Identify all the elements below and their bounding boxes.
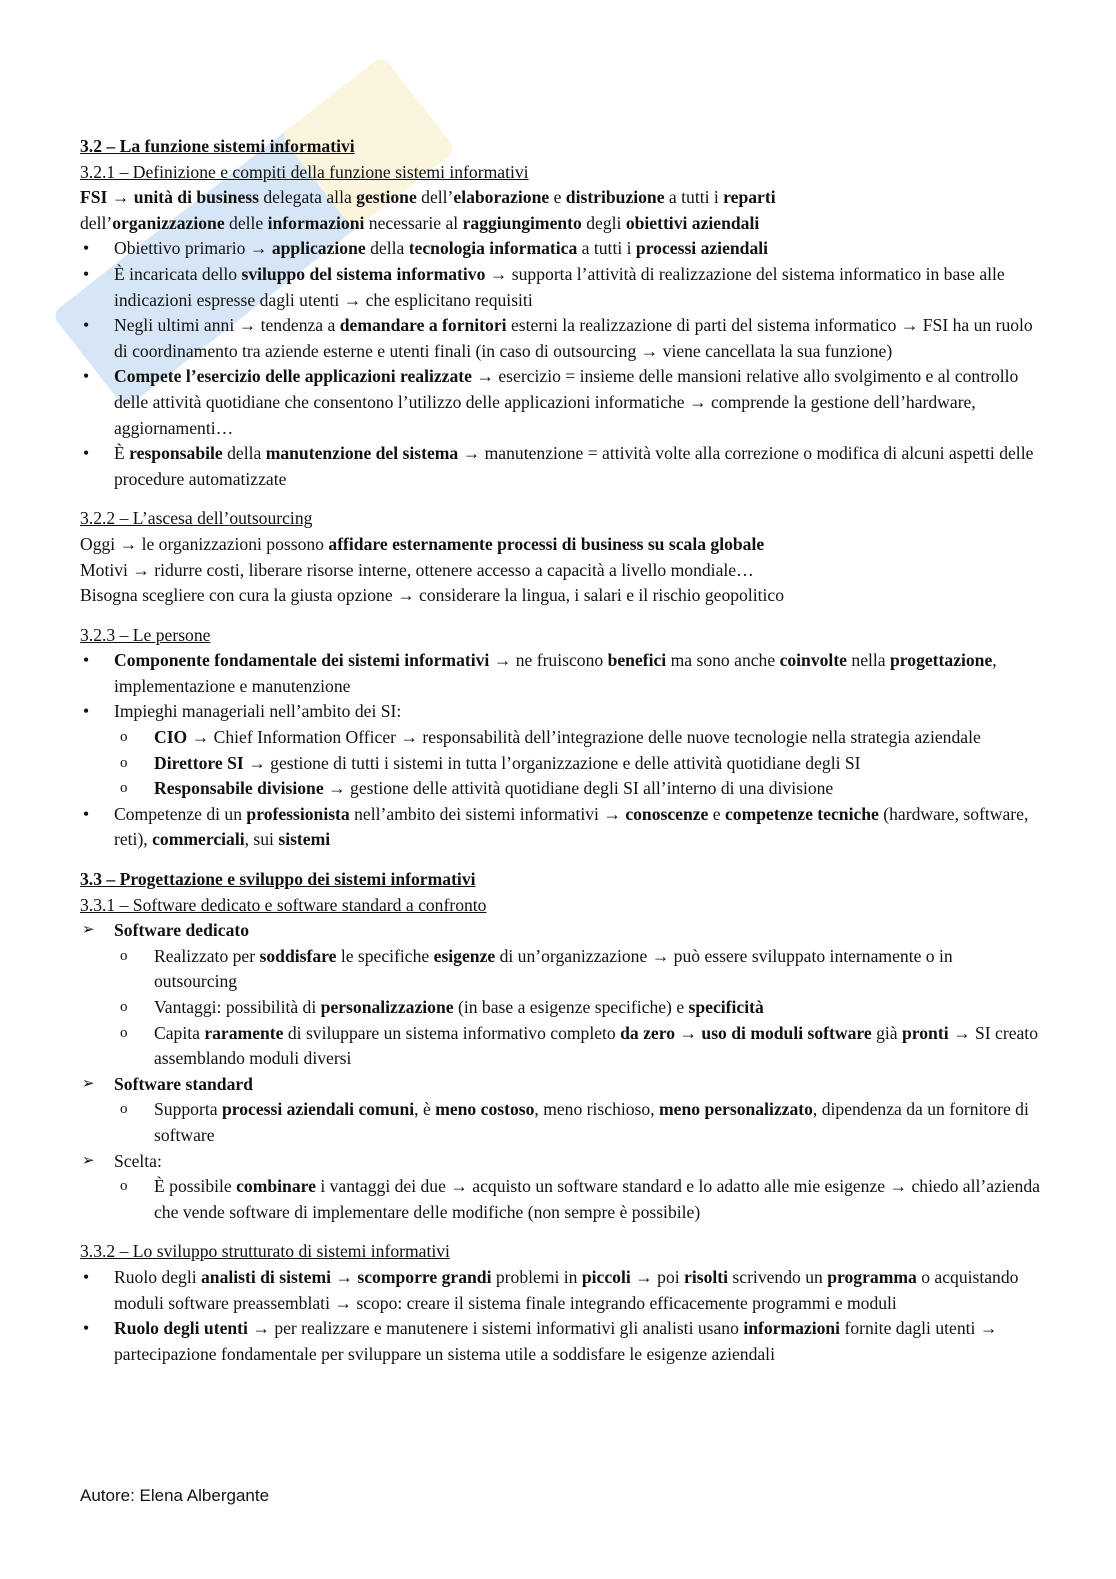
footer-author: Autore: Elena Albergante bbox=[80, 1486, 270, 1505]
arrow-bullet-icon: ➢ bbox=[82, 1152, 95, 1169]
list-item: • Impieghi manageriali nell’ambito dei SI: o CIO → Chief Information Officer → responsabilità dell’integrazione delle nuove tecnologie nella strategia aziendale o Direttore SI → gestione di tutti i sistemi in tutta l’organizzazione e delle attività quotidiane degli SI o Responsabile divisione → gestione delle attività quotidiane degli SI all’interno di una divisione bbox=[80, 699, 1040, 801]
list-item: • È responsabile della manutenzione del sistema → manutenzione = attività volte alla correzione o modifica di alcuni aspetti delle procedure automatizzate bbox=[83, 443, 1034, 489]
list-item: ➢ Software dedicato o Realizzato per soddisfare le specifiche esigenze di un’organizzazione → può essere sviluppato internamente o in outsourcing o Vantaggi: possibilità di personalizzazione (in base a esigenze specifiche) e specificità o Capita raramente di sviluppare un sistema informativo completo da zero → uso di moduli software già pronti → SI creato assemblando moduli diversi bbox=[80, 918, 1040, 1072]
subsection-title: 3.2.1 – Definizione e compiti della funzione sistemi informativi bbox=[80, 161, 529, 182]
sub-list bbox=[80, 944, 1040, 1072]
sub-list bbox=[80, 1174, 1040, 1225]
paragraph: dell’organizzazione delle informazioni necessarie al raggiungimento degli obiettivi aziendali bbox=[80, 212, 760, 233]
list-item: • Negli ultimi anni → tendenza a demandare a fornitori esterni la realizzazione di parti del sistema informatico → FSI ha un ruolo di coordinamento tra aziende esterne e utenti finali (in caso di outsourcing → viene cancellata la sua funzione) bbox=[83, 315, 1033, 361]
paragraph: Motivi → ridurre costi, liberare risorse interne, ottenere accesso a capacità a livello mondiale… bbox=[80, 559, 754, 580]
section-title: 3.3 – Progettazione e sviluppo dei sistemi informativi bbox=[80, 869, 476, 890]
sub-list bbox=[80, 725, 1040, 802]
list-item: o Vantaggi: possibilità di personalizzazione (in base a esigenze specifiche) e specificità bbox=[120, 997, 764, 1017]
list-item: • Componente fondamentale dei sistemi informativi → ne fruiscono benefici ma sono anche coinvolte nella progettazione, implementazione e manutenzione bbox=[83, 650, 997, 696]
list-item: • Competenze di un professionista nell’ambito dei sistemi informativi → conoscenze e competenze tecniche (hardware, software, reti), commerciali, sui sistemi bbox=[83, 803, 1029, 850]
list-item: o Realizzato per soddisfare le specifiche esigenze di un’organizzazione → può essere sviluppato internamente o in outsourcing bbox=[120, 945, 953, 992]
subsection-title: 3.3.2 – Lo sviluppo strutturato di sistemi informativi bbox=[80, 1241, 450, 1262]
list-item: o Capita raramente di sviluppare un sistema informativo completo da zero → uso di moduli software già pronti → SI creato assemblando moduli diversi bbox=[120, 1022, 1038, 1069]
list-item: • Obiettivo primario → applicazione della tecnologia informatica a tutti i processi aziendali bbox=[83, 238, 769, 259]
list-item: ➢ Scelta: o È possibile combinare i vantaggi dei due → acquisto un software standard e lo adatto alle mie esigenze → chiedo all’azienda che vende software di implementare delle modifiche (non sempre è possibile) bbox=[80, 1149, 1040, 1226]
list-item: • Ruolo degli analisti di sistemi → scomporre grandi problemi in piccoli → poi risolti scrivendo un programma o acquistando moduli software preassemblati → scopo: creare il sistema finale integrando efficacemente programmi e moduli bbox=[83, 1266, 1019, 1313]
bullet-list bbox=[80, 648, 1040, 853]
bullet-list bbox=[80, 1265, 1040, 1367]
paragraph: Bisogna scegliere con cura la giusta opzione → considerare la lingua, i salari e il rischio geopolitico bbox=[80, 585, 785, 606]
bullet-list bbox=[80, 236, 1040, 492]
subsection-title: 3.2.2 – L’ascesa dell’outsourcing bbox=[80, 508, 313, 529]
list-item: o CIO → Chief Information Officer → responsabilità dell’integrazione delle nuove tecnologie nella strategia aziendale bbox=[120, 727, 981, 748]
list-item: • Ruolo degli utenti → per realizzare e manutenere i sistemi informativi gli analisti usano informazioni fornite dagli utenti → partecipazione fondamentale per sviluppare un sistema utile a soddisfare le esigenze aziendali bbox=[83, 1318, 998, 1364]
list-item: o È possibile combinare i vantaggi dei due → acquisto un software standard e lo adatto alle mie esigenze → chiedo all’azienda che vende software di implementare delle modifiche (non sempre è possibile) bbox=[120, 1176, 1040, 1222]
arrow-bullet-icon: ➢ bbox=[82, 922, 95, 939]
list-item: o Responsabile divisione → gestione delle attività quotidiane degli SI all’interno di una divisione bbox=[120, 778, 834, 799]
subsection-title: 3.3.1 – Software dedicato e software standard a confronto bbox=[80, 894, 487, 915]
list-item: o Direttore SI → gestione di tutti i sistemi in tutta l’organizzazione e delle attività quotidiane degli SI bbox=[120, 752, 861, 773]
list-item: o Supporta processi aziendali comuni, è meno costoso, meno rischioso, meno personalizzato, dipendenza da un fornitore di software bbox=[120, 1099, 1029, 1145]
sub-list bbox=[80, 1097, 1040, 1148]
arrow-list bbox=[80, 918, 1040, 1225]
document-body bbox=[80, 134, 1040, 1367]
section-title: 3.2 – La funzione sistemi informativi bbox=[80, 136, 355, 156]
list-item: • È incaricata dello sviluppo del sistema informativo → supporta l’attività di realizzazione del sistema informatico in base alle indicazioni espresse dagli utenti → che esplicitano requisiti bbox=[83, 263, 1005, 310]
subsection-title: 3.2.3 – Le persone bbox=[80, 624, 211, 645]
list-item: ➢ Software standard o Supporta processi aziendali comuni, è meno costoso, meno rischioso, meno personalizzato, dipendenza da un fornitore di software bbox=[80, 1072, 1040, 1149]
arrow-bullet-icon: ➢ bbox=[82, 1075, 95, 1092]
paragraph: FSI → unità di business delegata alla gestione dell’elaborazione e distribuzione a tutti i reparti bbox=[80, 187, 776, 208]
list-item: • Compete l’esercizio delle applicazioni realizzate → esercizio = insieme delle mansioni relative allo svolgimento e al controllo delle attività quotidiane che consentono l’utilizzo delle applicazioni informatiche → comprende la gestione dell’hardware, aggiornamenti… bbox=[83, 366, 1019, 438]
paragraph: Oggi → le organizzazioni possono affidare esternamente processi di business su scala globale bbox=[80, 533, 765, 554]
